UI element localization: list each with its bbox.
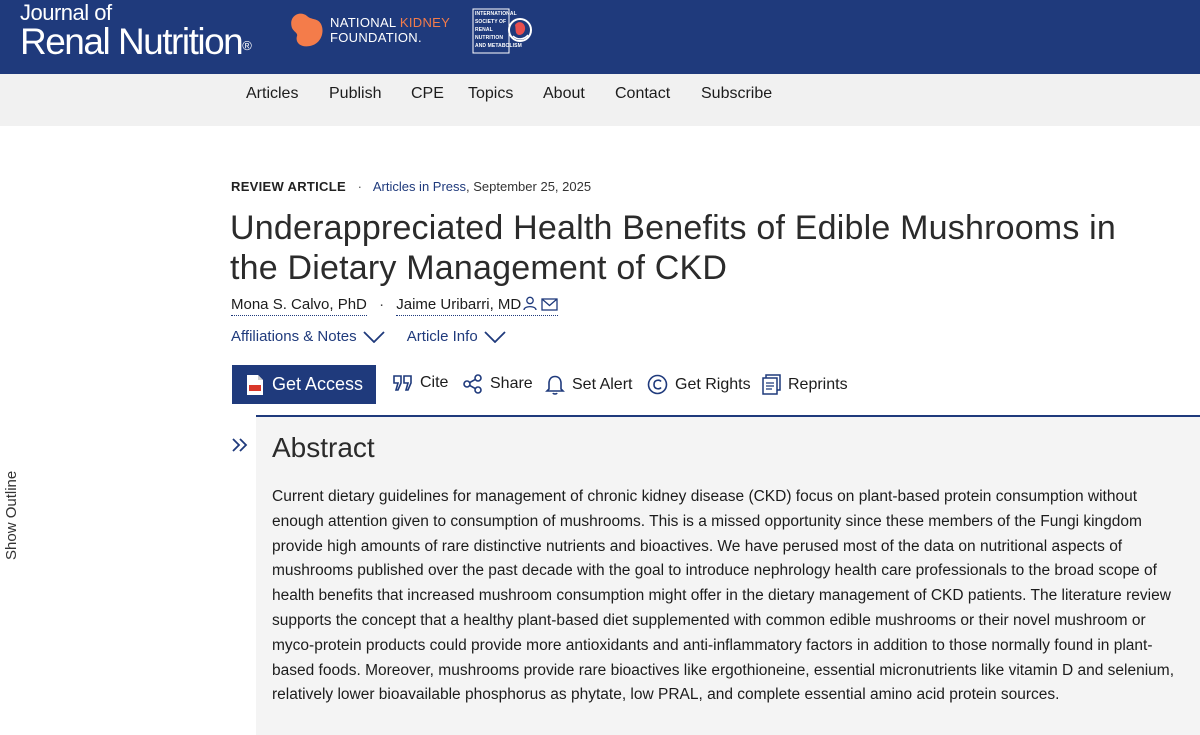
envelope-icon: [541, 298, 558, 311]
bell-icon: [545, 374, 565, 395]
get-access-label: Get Access: [272, 374, 364, 394]
reprints-label: Reprints: [788, 375, 848, 393]
person-icon: [523, 296, 537, 311]
main-nav: [0, 74, 1200, 126]
article-title: Underappreciated Health Benefits of Edible Mushrooms in the Dietary Management of CKD: [230, 209, 1117, 287]
nav-about[interactable]: About: [543, 85, 585, 102]
nkf-word-foundation: FOUNDATION.: [330, 30, 422, 45]
meta-separator: ·: [357, 179, 362, 194]
site-header: [0, 0, 1200, 74]
nav-articles[interactable]: Articles: [246, 85, 299, 102]
article-type: REVIEW ARTICLE: [231, 179, 346, 194]
author-link[interactable]: [396, 296, 558, 316]
journal-logo-name: Renal Nutrition: [20, 21, 243, 62]
get-access-button[interactable]: [232, 365, 376, 404]
kidney-icon: [286, 11, 326, 49]
quote-icon: [393, 375, 413, 391]
nav-topics[interactable]: Topics: [468, 85, 514, 102]
article-toggles: [231, 328, 506, 345]
articles-in-press-link[interactable]: Articles in Press: [372, 179, 467, 194]
chevron-down-icon: [484, 331, 506, 343]
author-separator: ·: [379, 296, 385, 313]
isrnm-line: SOCIETY OF: [475, 19, 507, 25]
abstract-text: Current dietary guidelines for management of chronic kidney disease (CKD) focus on plant-based protein consumption without enough attention given to consumption of mushrooms. This is a missed opportunity since these members of the Fungi kingdom provide high amounts of rare distinctive nutrients and bioactives. We have perused most of the data on nutritional aspects of mushrooms published over the past decade with the goal to introduce nephrology health care professionals to the broad scope of health benefits that increased mushroom consumption might offer in the dietary management of CKD patients. The literature review supports the concept that a healthy plant-based diet supplemented with common edible mushrooms or their novel mushroom or myco-protein products could provide more antioxidants and anti-inflammatory factors in addition to those normally found in plant-based foods. Moreover, mushrooms provide rare bioactives like ergothioneine, essential micronutrients like vitamin D and selenium, relatively lower bioavailable phosphorus as phytate, low PRAL, and complete essential amino acid protein sources.: [272, 488, 1175, 704]
double-chevron-right-icon[interactable]: [231, 437, 249, 453]
author-link[interactable]: Mona S. Calvo, PhD: [231, 296, 367, 316]
chevron-down-icon: [363, 331, 385, 343]
isrnm-logo[interactable]: [472, 8, 534, 54]
journal-logo[interactable]: [20, 2, 270, 60]
share-icon: [463, 374, 483, 394]
share-label: Share: [490, 375, 533, 392]
share-button[interactable]: [463, 374, 533, 394]
author-list: [231, 296, 558, 313]
get-rights-button[interactable]: [647, 374, 751, 395]
nav-publish[interactable]: Publish: [329, 85, 382, 102]
nkf-wordmark: [330, 15, 450, 45]
nkf-word-kidney: KIDNEY: [399, 15, 451, 30]
journal-logo-line2: [20, 21, 270, 62]
reprints-icon: [762, 374, 781, 395]
reprints-button[interactable]: [762, 374, 848, 395]
isrnm-line: RENAL: [475, 27, 493, 33]
article-date: , September 25, 2025: [466, 179, 592, 194]
registered-mark: ®: [242, 38, 251, 53]
pdf-icon: [246, 374, 264, 396]
isrnm-line: NUTRITION: [475, 35, 504, 41]
copyright-icon: [647, 374, 668, 395]
show-outline-button[interactable]: Show Outline: [3, 470, 20, 560]
nav-contact[interactable]: Contact: [615, 85, 671, 102]
cite-button[interactable]: [393, 374, 448, 392]
isrnm-wordmark: [475, 10, 522, 50]
article-info-label: Article Info: [406, 328, 478, 345]
article-info-toggle[interactable]: [407, 328, 506, 345]
journal-logo-line1: Journal of: [20, 0, 112, 25]
isrnm-line: AND METABOLISM: [475, 43, 522, 49]
affiliations-notes-toggle[interactable]: [231, 328, 385, 345]
isrnm-line: INTERNATIONAL: [475, 11, 517, 17]
set-alert-label: Set Alert: [572, 375, 633, 393]
nav-cpe[interactable]: CPE: [411, 85, 444, 102]
author-name: Jaime Uribarri, MD: [396, 296, 522, 313]
article-meta: [231, 179, 591, 194]
outline-sidebar: [231, 417, 256, 735]
nkf-logo[interactable]: [286, 10, 466, 52]
nav-subscribe[interactable]: Subscribe: [701, 85, 773, 102]
cite-label: Cite: [420, 374, 449, 391]
nkf-word-national: NATIONAL: [330, 15, 396, 30]
abstract-heading: Abstract: [272, 432, 375, 463]
get-rights-label: Get Rights: [675, 375, 751, 393]
set-alert-button[interactable]: [545, 374, 632, 395]
affiliations-label: Affiliations & Notes: [231, 328, 357, 345]
